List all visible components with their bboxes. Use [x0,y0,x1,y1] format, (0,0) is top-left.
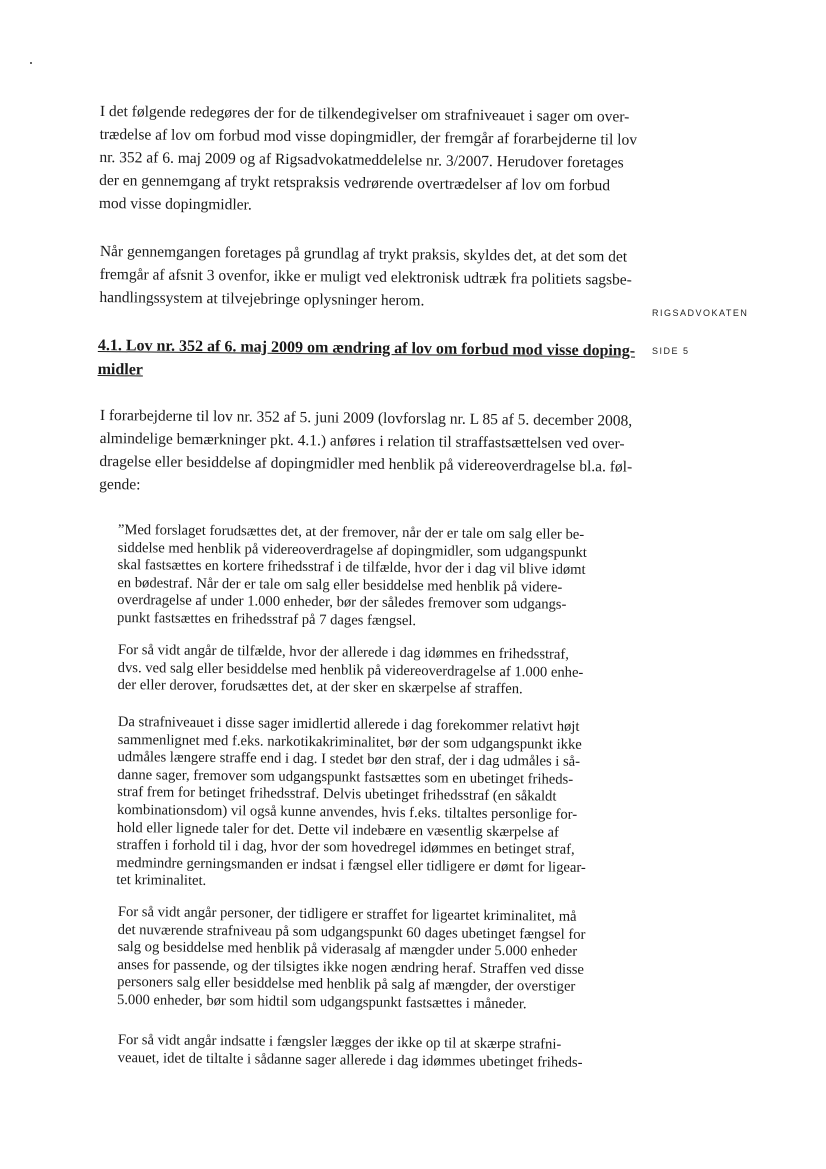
quote-paragraph-1 [117,522,628,633]
quote-line: hold eller lignede taler for det. Dette vil indebære en væsentlig skærpelse af [116,819,560,841]
quote-line: anses for passende, og der tilsigtes ikke nogen ændring heraf. Straffen ved disse [117,956,585,978]
text-line: trædelse af lov om forbud mod visse dopingmidler, der fremgår af forarbejderne til lov [99,125,638,149]
text-line: handlingssystem at tilvejebringe oplysninger herom. [99,288,425,310]
text-line: mod visse dopingmidler. [98,194,252,214]
quote-line: siddelse med henblik på videreoverdragelse af dopingmidler, som udgangspunkt [117,539,587,561]
quote-line: personers salg eller besiddelse med henblik på salg af mængder, der overstiger [117,974,576,996]
text-line: der en gennemgang af trykt retspraksis vedrørende overtrædelser af lov om forbud [99,171,611,195]
quote-line: veauet, idet de tiltalte i sådanne sager allerede i dag idømmes ubetinget friheds- [117,1049,583,1071]
quote-paragraph-5 [118,1032,628,1073]
heading-line: midler [97,360,144,379]
quote-line: dvs. ved salg eller besiddelse med henblik på videreoverdragelse af 1.000 enhe- [117,659,584,681]
text-line: Når gennemgangen foretages på grundlag af trykt praksis, skyldes det, at det som det [99,242,628,266]
sidebar-org-label: RIGSADVOKATEN [652,308,749,318]
text-line: I forarbejderne til lov nr. 352 af 5. juni 2009 (lovforslag nr. L 85 af 5. december 2008, [99,406,633,430]
quote-line: For så vidt angår personer, der tidligere er straffet for ligeartet kriminalitet, må [117,904,577,925]
quote-line: ”Med forslaget forudsættes det, at der fremover, når der er tale om salg eller be- [117,522,585,543]
intro-paragraph-1 [99,100,640,221]
quote-line: en bødestraf. Når der er tale om salg eller besiddelse med henblik på videre- [117,574,563,596]
quote-paragraph-4 [117,904,628,1015]
quote-line: For så vidt angår indsatte i fængsler lægges der ikke op til at skærpe strafni- [117,1032,562,1053]
quote-line: der eller derover, forudsættes det, at der sker en skærpelse af straffen. [117,677,523,698]
quote-line: skal fastsættes en kortere frihedsstraf i de tilfælde, hvor der i dag vil blive idømt [117,557,586,579]
quote-paragraph-3 [116,714,628,895]
quote-line: det nuværende strafniveau på som udgangspunkt 60 dages ubetinget fængsel for [117,921,586,943]
text-line: fremgår af afsnit 3 ovenfor, ikke er muligt ved elektronisk udtræk fra politiets sagsbe- [99,265,632,289]
text-line: almindelige bemærkninger pkt. 4.1.) anføres i relation til straffastsættelsen ved over- [99,429,625,453]
section-paragraph [99,404,640,502]
scan-speck [30,62,32,64]
quote-line: tet kriminalitet. [116,872,207,890]
quote-line: For så vidt angår de tilfælde, hvor der allerede i dag idømmes en frihedsstraf, [117,642,570,663]
intro-paragraph-2 [99,240,640,315]
quote-line: overdragelse af under 1.000 enheder, bør der således fremover som udgangs- [117,592,567,614]
section-heading [97,334,637,388]
quote-line: straffen i forhold til i dag, hvor der som hovedregel idømmes en betinget straf, [116,837,575,858]
text-line: I det følgende redegøres der for de tilkendegivelser om strafniveauet i sager om over- [99,102,630,126]
text-line: nr. 352 af 6. maj 2009 og af Rigsadvokatmeddelelse nr. 3/2007. Herudover foretages [99,148,624,172]
quote-line: sammenlignet med f.eks. narkotikakriminalitet, bør der som udgangspunkt ikke [117,731,582,753]
quote-line: kombinationsdom) vil også kunne anvendes, hvis f.eks. tiltaltes personlige for- [116,801,578,823]
sidebar-page-number: SIDE 5 [652,346,690,356]
quote-line: 5.000 enheder, bør som hidtil som udgangspunkt fastsættes i måneder. [116,991,527,1013]
quote-line: straf frem for betinget frihedsstraf. Delvis ubetinget frihedsstraf (en såkaldt [117,784,557,805]
quote-line: punkt fastsættes en frihedsstraf på 7 dages fængsel. [116,609,417,630]
quote-paragraph-2 [117,642,628,700]
quote-line: salg og besiddelse med henblik på viderasalg af mængder under 5.000 enheder [117,939,578,960]
quote-line: udmåles længere straffe end i dag. I stedet bør den straf, der i dag udmåles i så- [117,749,581,771]
text-line: gende: [99,475,141,494]
quote-line: medmindre gerningsmanden er indsat i fængsel eller tidligere er dømt for ligear- [116,854,586,876]
heading-line: 4.1. Lov nr. 352 af 6. maj 2009 om ændring af lov om forbud mod visse doping- [97,336,636,360]
quote-line: danne sager, fremover som udgangspunkt fastsættes som en ubetinget friheds- [117,766,574,788]
text-line: dragelse eller besiddelse af dopingmidler med henblik på videreoverdragelse bl.a. føl- [99,452,633,476]
quote-line: Da strafniveauet i disse sager imidlertid allerede i dag forekommer relativt højt [117,714,580,735]
